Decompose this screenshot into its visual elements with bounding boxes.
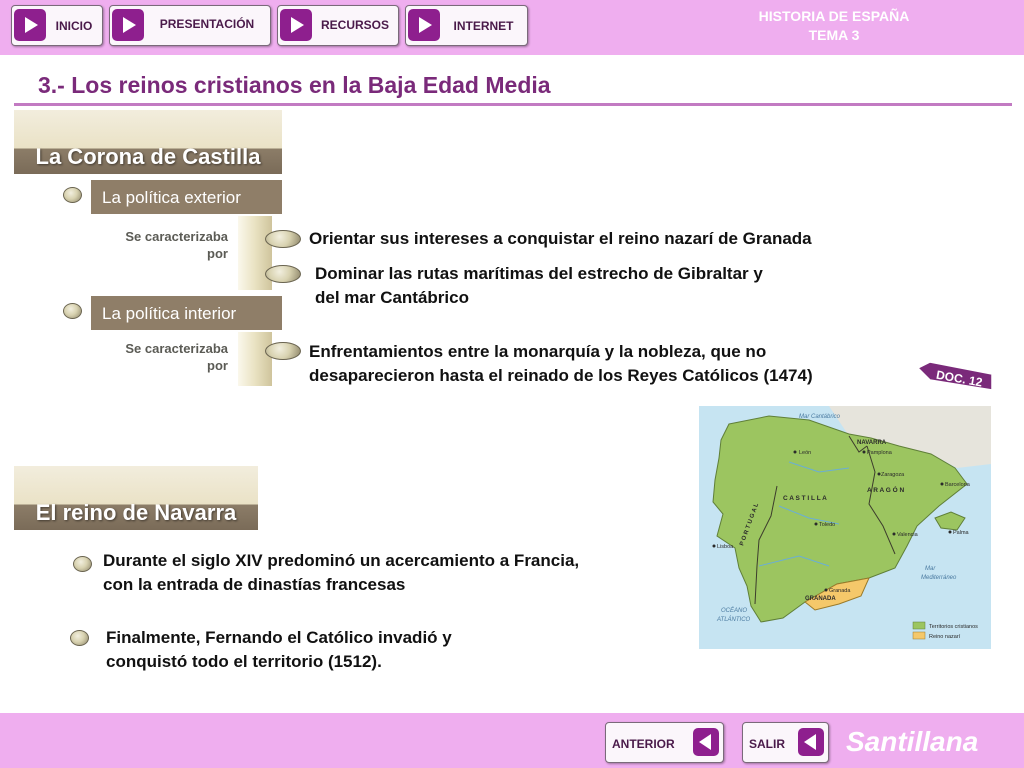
nav-internet-label: INTERNET bbox=[453, 19, 514, 33]
navarra-item-1 bbox=[103, 549, 579, 597]
brand-line-1: HISTORIA DE ESPAÑA bbox=[758, 8, 910, 24]
map-city-dot bbox=[863, 451, 866, 454]
legend-label-cristianos: Territorios cristianos bbox=[929, 624, 978, 630]
map-label-navarra: NAVARRA bbox=[857, 440, 887, 446]
map-label-leon: León bbox=[799, 450, 812, 456]
navarra-item-2-line-2: conquistó todo el territorio (1512). bbox=[106, 652, 382, 671]
play-icon bbox=[280, 9, 312, 41]
map-label-palma: Palma bbox=[953, 530, 969, 536]
map-label-toledo: Toledo bbox=[819, 522, 836, 528]
map-label-mar-2: Mediterráneo bbox=[921, 575, 957, 581]
top-nav-bar bbox=[0, 0, 1024, 55]
bullet-icon bbox=[265, 342, 301, 360]
nav-presentacion-button[interactable] bbox=[109, 5, 271, 46]
bullet-icon bbox=[73, 556, 92, 572]
nav-internet-button[interactable] bbox=[405, 5, 528, 46]
bullet-icon bbox=[265, 230, 301, 248]
interior-item-1-line-1: Enfrentamientos entre la monarquía y la nobleza, que no bbox=[309, 342, 767, 361]
navarra-item-1-line-1: Durante el siglo XIV predominó un acercamiento a Francia, bbox=[103, 551, 580, 570]
back-arrow-icon bbox=[693, 728, 719, 756]
note-exterior-line-1: Se caracterizaba bbox=[125, 229, 228, 244]
exterior-item-2-line-1: Dominar las rutas marítimas del estrecho de Gibraltar y bbox=[315, 264, 763, 283]
map-label-lisboa: Lisboa bbox=[717, 544, 734, 550]
brand-line-2: TEMA 3 bbox=[808, 27, 860, 43]
interior-item-1-line-2: desaparecieron hasta el reinado de los Reyes Católicos (1474) bbox=[309, 366, 813, 385]
legend-swatch-nazari bbox=[913, 632, 925, 639]
exterior-item-2-line-2: del mar Cantábrico bbox=[315, 288, 469, 307]
map-label-zaragoza: Zaragoza bbox=[881, 472, 905, 478]
subheading-politica-exterior: La política exterior bbox=[91, 180, 282, 214]
doc-12-button[interactable] bbox=[916, 360, 994, 392]
nav-inicio-label: INICIO bbox=[55, 19, 93, 33]
navarra-item-2 bbox=[106, 626, 452, 674]
legend-label-nazari: Reino nazarí bbox=[929, 634, 961, 640]
section-heading-castilla bbox=[14, 110, 282, 174]
section-heading-navarra-text: El reino de Navarra bbox=[35, 500, 237, 525]
map-label-granada-city: Granada bbox=[829, 588, 851, 594]
map-city-dot bbox=[893, 533, 896, 536]
map-label-castilla: C A S T I L L A bbox=[783, 495, 827, 502]
bullet-icon bbox=[70, 630, 89, 646]
bullet-icon bbox=[265, 265, 301, 283]
anterior-button[interactable] bbox=[605, 722, 724, 763]
map-label-mar-cantabrico: Mar Cantábrico bbox=[799, 414, 841, 420]
bracket-interior bbox=[238, 332, 272, 386]
iberia-map bbox=[699, 406, 991, 649]
map-city-dot bbox=[825, 589, 828, 592]
doc-badge-label: DOC. 12 bbox=[935, 367, 984, 390]
legend-swatch-cristianos bbox=[913, 622, 925, 629]
play-icon bbox=[408, 9, 440, 41]
salir-button[interactable] bbox=[742, 722, 829, 763]
map-label-mar-1: Mar bbox=[925, 566, 936, 572]
map-label-oceano-1: OCÉANO bbox=[721, 608, 748, 614]
map-label-portugal: P O R T U G A L bbox=[739, 502, 761, 547]
exterior-item-1-line-1: Orientar sus intereses a conquistar el reino nazarí de Granada bbox=[309, 229, 812, 248]
map-label-valencia: Valencia bbox=[897, 532, 918, 538]
course-brand bbox=[744, 7, 924, 45]
title-divider bbox=[14, 103, 1012, 106]
map-city-dot bbox=[713, 545, 716, 548]
navarra-item-2-line-1: Finalmente, Fernando el Católico invadió y bbox=[106, 628, 452, 647]
section-heading-castilla-text: La Corona de Castilla bbox=[35, 144, 261, 169]
note-interior-line-2: por bbox=[207, 358, 228, 373]
note-interior bbox=[83, 340, 228, 374]
bullet-icon bbox=[63, 303, 82, 319]
map-label-oceano-2: ATLÁNTICO bbox=[717, 617, 751, 623]
anterior-label: ANTERIOR bbox=[612, 737, 675, 751]
interior-item-1 bbox=[309, 340, 813, 388]
back-arrow-icon bbox=[798, 728, 824, 756]
page-title: 3.- Los reinos cristianos en la Baja Edad Media bbox=[38, 72, 551, 98]
section-heading-navarra bbox=[14, 466, 258, 530]
exterior-item-2 bbox=[315, 262, 763, 310]
play-icon bbox=[112, 9, 144, 41]
navarra-item-1-line-2: con la entrada de dinastías francesas bbox=[103, 575, 406, 594]
santillana-logo: Santillana bbox=[846, 726, 979, 757]
note-exterior-line-2: por bbox=[207, 246, 228, 261]
salir-label: SALIR bbox=[749, 737, 785, 751]
note-interior-line-1: Se caracterizaba bbox=[125, 341, 228, 356]
map-label-aragon: A R A G Ó N bbox=[867, 487, 905, 494]
map-city-dot bbox=[949, 531, 952, 534]
map-city-dot bbox=[878, 473, 881, 476]
map-label-granada: GRANADA bbox=[805, 596, 836, 602]
nav-presentacion-label: PRESENTACIÓN bbox=[159, 17, 255, 31]
nav-recursos-label: RECURSOS bbox=[320, 18, 389, 32]
play-icon bbox=[14, 9, 46, 41]
bullet-icon bbox=[63, 187, 82, 203]
nav-recursos-button[interactable] bbox=[277, 5, 399, 46]
nav-inicio-button[interactable] bbox=[11, 5, 103, 46]
subheading-politica-interior: La política interior bbox=[91, 296, 282, 330]
map-city-dot bbox=[794, 451, 797, 454]
map-city-dot bbox=[941, 483, 944, 486]
note-exterior bbox=[83, 228, 228, 262]
map-label-pamplona: Pamplona bbox=[867, 450, 892, 456]
map-label-barcelona: Barcelona bbox=[945, 482, 970, 488]
exterior-item-1 bbox=[309, 227, 812, 251]
map-city-dot bbox=[815, 523, 818, 526]
